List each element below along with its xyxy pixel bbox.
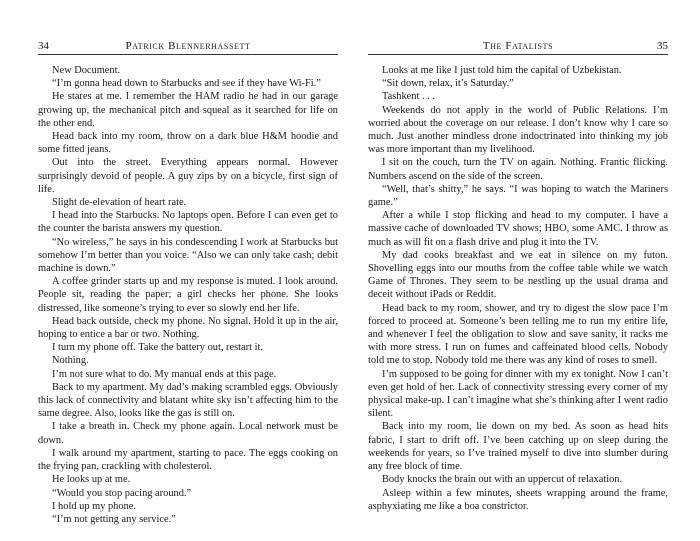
paragraph: A coffee grinder starts up and my response is muted. I look around. People sit, reading the paper; a girl checks her phone. She looks distressed, like someone’s trying to ever so slowly end her life.	[38, 276, 338, 314]
paragraph: “I’m not getting any service.”	[52, 513, 176, 525]
paragraph: Tashkent . . .	[382, 91, 435, 103]
right-page	[368, 0, 668, 541]
paragraph: Head back into my room, throw on a dark blue H&M hoodie and some fitted jeans.	[38, 131, 338, 156]
left-page	[38, 0, 338, 541]
left-page-body	[38, 64, 338, 526]
left-running-head: Patrick Blennerhassett	[125, 40, 251, 52]
paragraph: “Would you stop pacing around.”	[52, 487, 192, 499]
paragraph: “Well, that’s shitty,” he says. “I was hoping to watch the Mariners game.”	[368, 183, 668, 209]
paragraph: He stares at me. I remember the HAM radio he had in our garage growing up, the mechanical pitch and squeal as it searched for life on the other end.	[38, 91, 338, 129]
paragraph: Asleep within a few minutes, sheets wrapping around the frame, asphyxiating me like a boa constrictor.	[368, 487, 668, 512]
paragraph: I take a breath in. Check my phone again. Local network must be down.	[38, 421, 338, 446]
paragraph: After a while I stop flicking and head to my computer. I have a massive cache of downloaded TV shows; HBO, some AMC. I throw as much as will fit on a flash drive and plug it into the TV.	[368, 210, 668, 248]
paragraph: I walk around my apartment, starting to pace. The eggs cooking on the frying pan, crackling with cholesterol.	[38, 447, 338, 473]
right-page-number: 35	[657, 40, 668, 52]
paragraph: “No wireless,” he says in his condescending I work at Starbucks but somehow I’m better than you voice. “Also we can only take cash; debit machine is down.”	[38, 236, 338, 275]
left-page-header	[38, 38, 338, 55]
paragraph: Weekends do not apply in the world of Public Relations. I’m worried about the coverage on our release. I don’t know why I care so much. Just another mindless drone indoctrinated into thinking my job was more important than my livelihood.	[368, 104, 668, 156]
paragraph: I head into the Starbucks. No laptops open. Before I can even get to the counter the barista answers my question.	[38, 210, 338, 235]
paragraph: I sit on the couch, turn the TV on again. Nothing. Frantic flicking. Numbers ascend on the side of the screen.	[368, 157, 668, 182]
paragraph: “I’m gonna head down to Starbucks and see if they have Wi-Fi.”	[52, 78, 321, 90]
paragraph: Back into my room, lie down on my bed. As soon as head hits fabric, I start to drift off. I’ve been catching up on sleep during the weekends for years, so I’ve trained myself to dive into slumber during any free block of time.	[368, 421, 668, 473]
paragraph: I hold up my phone.	[52, 500, 136, 512]
paragraph: Body knocks the brain out with an uppercut of relaxation.	[382, 474, 623, 486]
paragraph: Head back to my room, shower, and try to digest the slow pace I’m forced to proceed at. Someone’s been telling me to run my entire life, and whenever I feel the obligation to slow and save sanity, it racks me with more stress. I run on fumes and caffeinated blood cells. Nobody told me to stop. Nobody told me there was any kind of roses to smell.	[368, 302, 668, 367]
paragraph: Slight de-elevation of heart rate.	[52, 197, 187, 209]
paragraph: Nothing.	[52, 355, 89, 367]
paragraph: Head back outside, check my phone. No signal. Hold it up in the air, hoping to entice a bar or two. Nothing.	[38, 315, 338, 341]
paragraph: I’m supposed to be going for dinner with my ex tonight. Now I can’t even get hold of her. Lack of connectivity stressing every corner of my physical make-up. I can’t imagine what she’s thinking after I went radio silent.	[368, 368, 668, 420]
paragraph: I’m not sure what to do. My manual ends at this page.	[52, 368, 277, 380]
right-running-head: The Fatalists	[482, 40, 554, 52]
paragraph: New Document.	[52, 65, 121, 76]
paragraph: He looks up at me.	[52, 474, 131, 486]
left-page-number: 34	[38, 40, 49, 52]
paragraph: Back to my apartment. My dad’s making scrambled eggs. Obviously this lack of connectivity and blatant white sky isn’t affecting him to the same degree. Also, looks like the gas is still on.	[38, 381, 338, 420]
right-page-header	[368, 38, 668, 55]
paragraph: My dad cooks breakfast and we eat in silence on my futon. Shovelling eggs into our mouths from the coffee table while we watch Game of Thrones. They seem to be nestling up the usual drama and deceit without iPads or Reddit.	[368, 249, 668, 301]
paragraph: “Sit down, relax, it’s Saturday.”	[382, 78, 514, 90]
paragraph: I turn my phone off. Take the battery out, restart it.	[52, 342, 263, 354]
paragraph: Looks at me like I just told him the capital of Uzbekistan.	[382, 65, 622, 76]
right-page-body	[368, 64, 668, 513]
paragraph: Out into the street. Everything appears normal. However surprisingly devoid of people. A guy zips by on a bicycle, first sign of life.	[38, 157, 338, 195]
